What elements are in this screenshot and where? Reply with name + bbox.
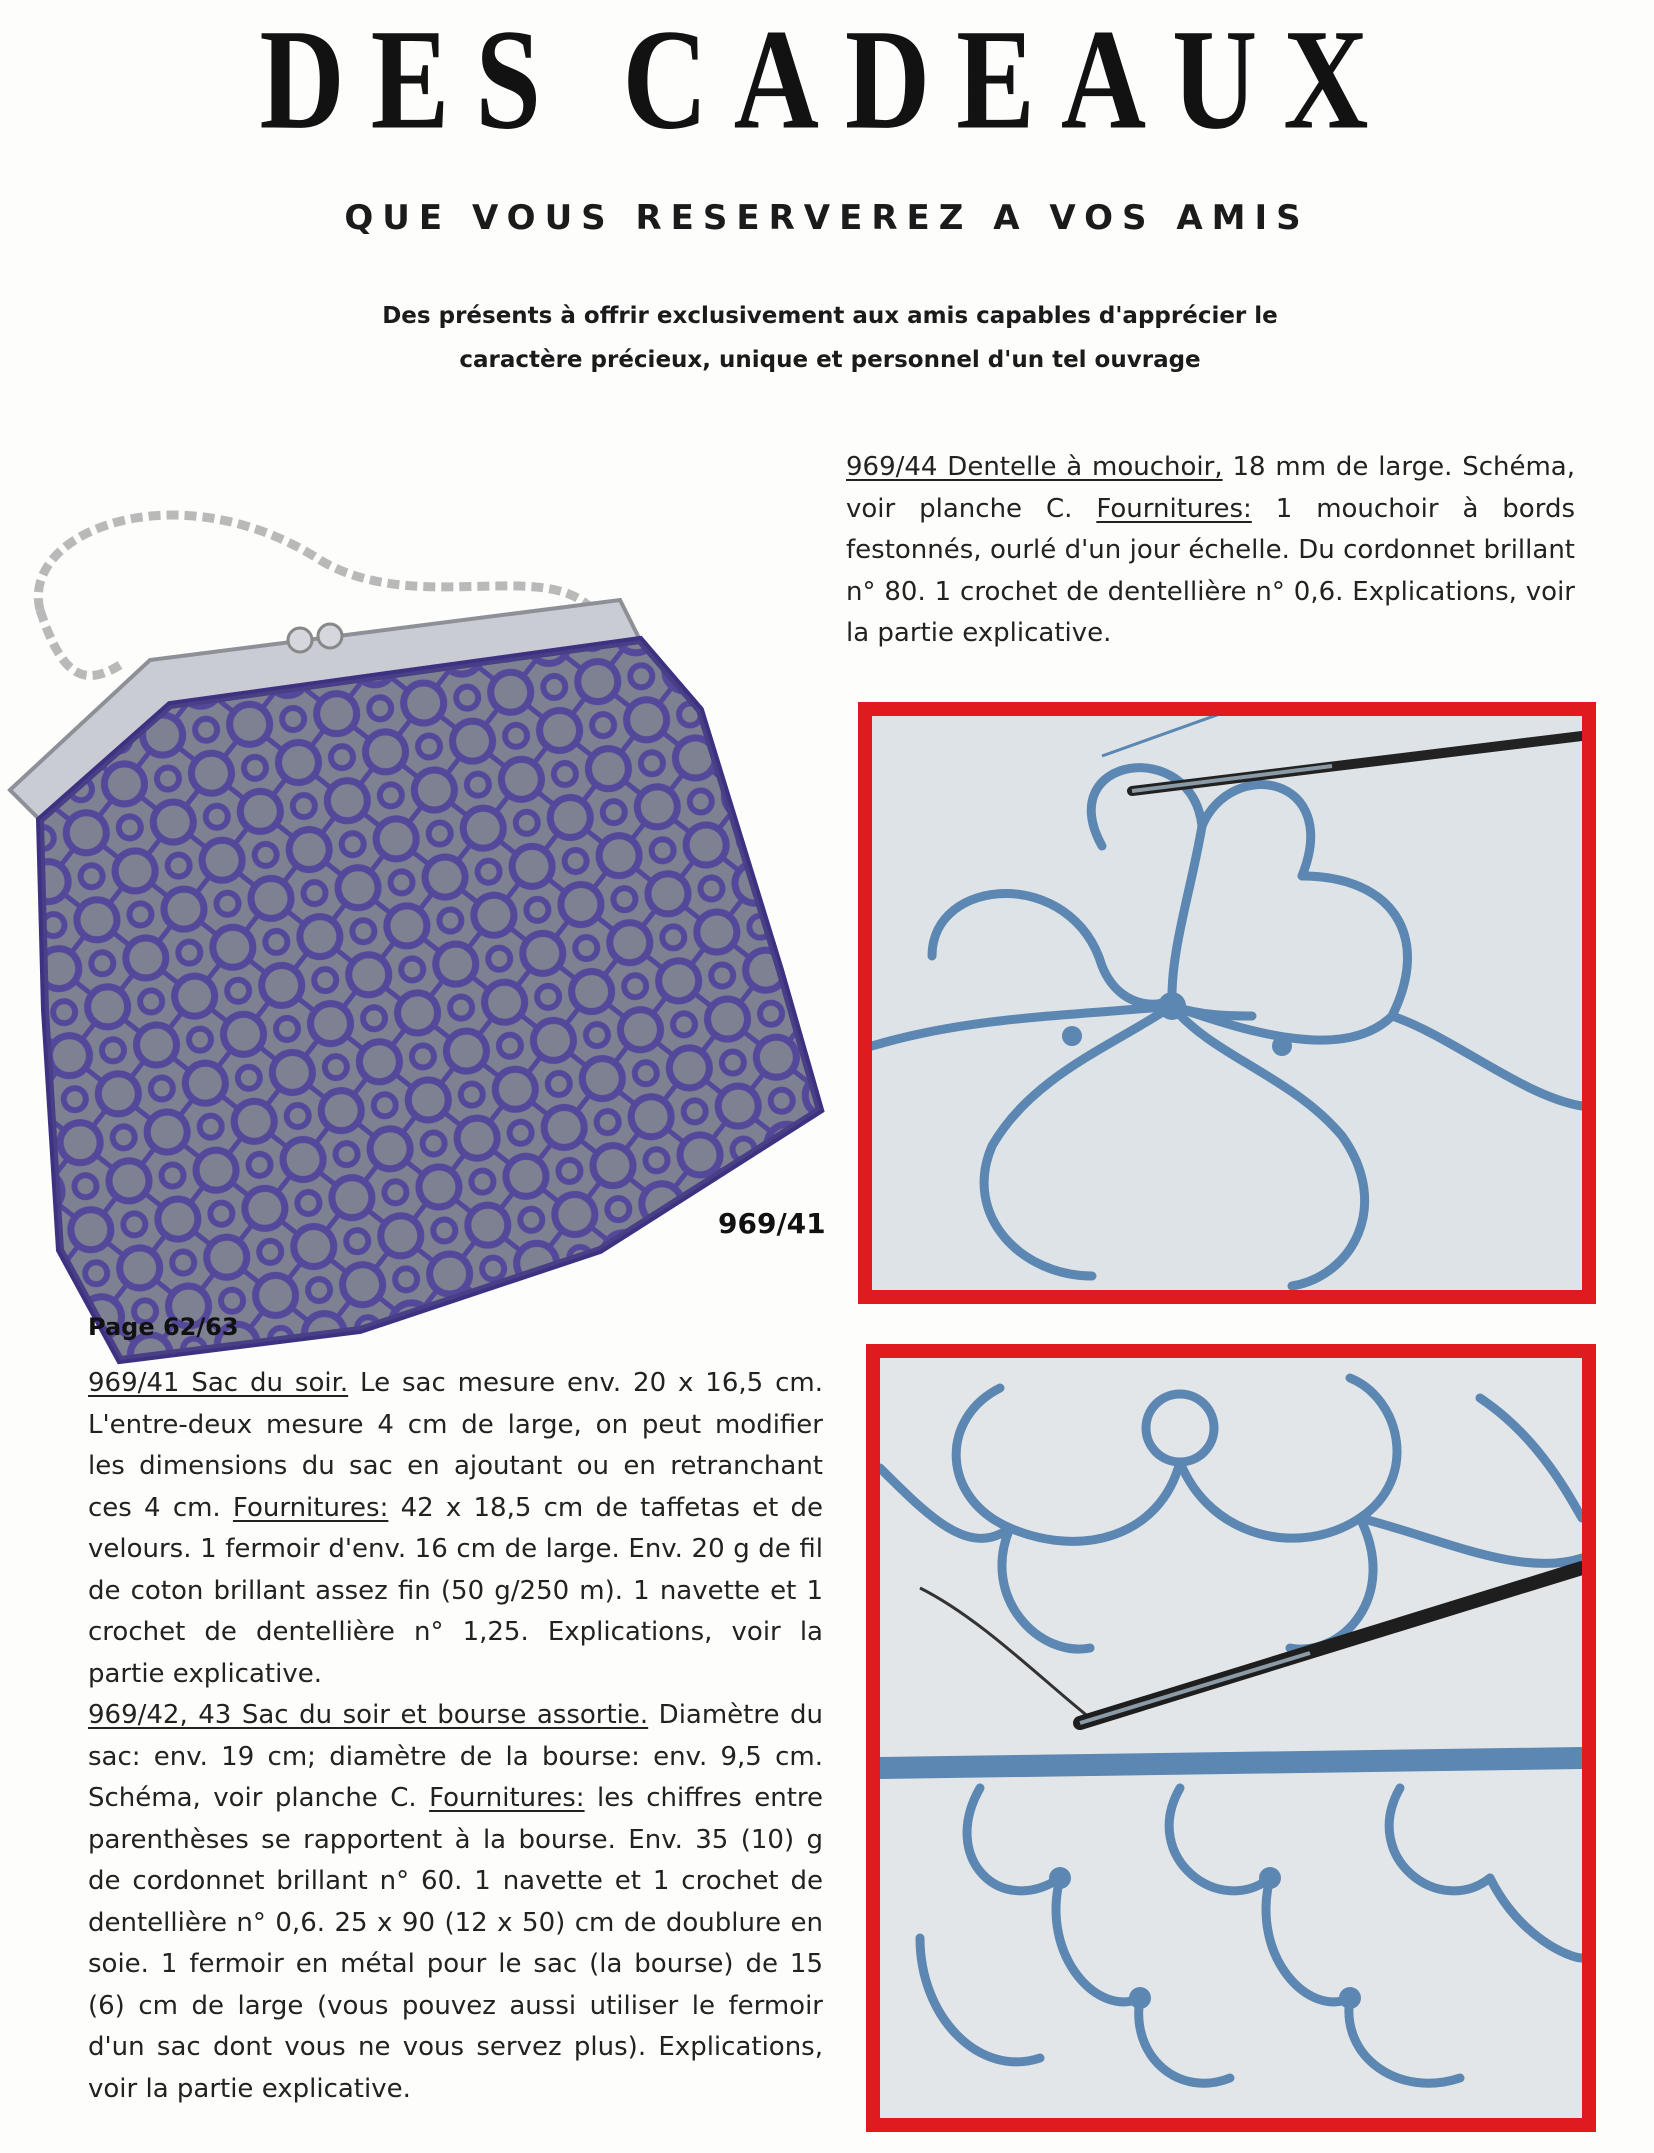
bag-lace-photo-frame: [866, 1344, 1596, 2132]
handkerchief-lace-photo: [872, 716, 1582, 1290]
item-969-44-text-2: 1 mouchoir à bords festonnés, ourlé d'un jour échelle. Du cordonnet brillant n° 80. 1 crochet de dentellière n° 0,6. Explications, voir la partie explicative.: [846, 493, 1575, 648]
item-969-42-43-supplies-label: Fournitures:: [429, 1783, 585, 1813]
page-title: DES CADEAUX: [259, 0, 1395, 160]
item-969-41-text-1: Le sac mesure env. 20 x 16,5 cm. L'entre-deux mesure 4 cm de large, on peut modifier les dimensions du sac en ajoutant ou en retranchant ces 4 cm.: [88, 1368, 823, 1523]
bag-caption: 969/41: [718, 1207, 826, 1240]
handkerchief-lace-photo-frame: [858, 702, 1596, 1304]
intro-paragraph: [300, 294, 1360, 382]
evening-bag-photo: [0, 490, 860, 1390]
intro-line-2: caractère précieux, unique et personnel d'un tel ouvrage: [459, 347, 1201, 373]
item-969-44-supplies-label: Fournitures:: [1096, 493, 1252, 524]
item-969-44-ref: 969/44 Dentelle à mouchoir,: [846, 452, 1223, 482]
item-969-42-43-text-1: Diamètre du sac: env. 19 cm; diamètre de la bourse: env. 9,5 cm. Schéma, voir planche C.: [88, 1700, 823, 1813]
page-reference: Page 62/63: [88, 1313, 239, 1341]
item-969-42-43-description: [88, 1695, 823, 2110]
bottom-descriptions: [88, 1363, 823, 2110]
bag-lace-photo: [880, 1358, 1582, 2118]
item-969-41-text-2: 42 x 18,5 cm de taffetas et de velours. 1 fermoir d'env. 16 cm de large. Env. 20 g de fil de coton brillant assez fin (50 g/250 m). 1 navette et 1 crochet de dentellière n° 1,25. Explications, voir la partie explicative.: [88, 1492, 823, 1689]
item-969-42-43-ref: 969/42, 43 Sac du soir et bourse assortie.: [88, 1700, 649, 1730]
item-969-42-43-text-2: les chiffres entre parenthèses se rapportent à la bourse. Env. 35 (10) g de cordonnet brillant n° 60. 1 navette et 1 crochet de dentellière n° 0,6. 25 x 90 (12 x 50) cm de doublure en soie. 1 fermoir en métal pour le sac (la bourse) de 15 (6) cm de large (vous pouvez aussi utiliser le fermoir d'un sac dont vous ne vous servez plus). Explications, voir la partie explicative.: [88, 1783, 824, 2104]
item-969-41-ref: 969/41 Sac du soir.: [88, 1368, 349, 1398]
intro-line-1: Des présents à offrir exclusivement aux amis capables d'apprécier le: [382, 303, 1278, 329]
item-969-44-text-1: 18 mm de large. Schéma, voir planche C.: [846, 452, 1575, 524]
item-969-41-supplies-label: Fournitures:: [232, 1492, 389, 1523]
item-969-44-description: [846, 447, 1575, 655]
page-subtitle: QUE VOUS RESERVEREZ A VOS AMIS: [344, 198, 1310, 238]
item-969-41-description: [88, 1363, 823, 1695]
